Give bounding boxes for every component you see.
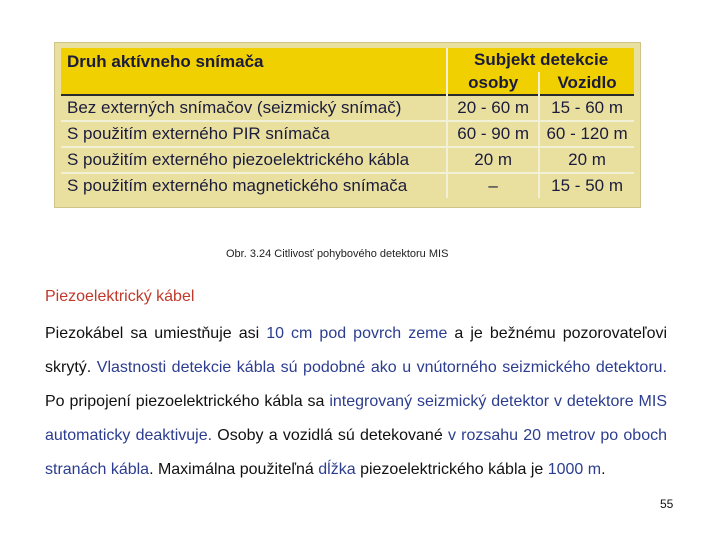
sensor-sensitivity-table-image [54,42,641,208]
table-header-persons: osoby [447,72,539,95]
row-persons: 20 - 60 m [447,95,539,121]
highlighted-text: 1000 m [547,461,602,478]
highlighted-text: Vlastnosti detekcie kábla sú podobné ako u vnútorného seizmického detektoru. [96,359,667,376]
figure-caption: Obr. 3.24 Citlivosť pohybového detektoru MIS [226,248,449,260]
page-number: 55 [660,497,674,511]
row-label: S použitím externého piezoelektrického kábla [61,147,447,173]
table-row [61,147,634,173]
row-label: Bez externých snímačov (seizmický snímač) [61,95,447,121]
table-row [61,173,634,198]
row-persons: 20 m [447,147,539,173]
row-vehicle: 20 m [539,147,634,173]
text-span: . Maximálna použiteľná [149,461,319,478]
highlighted-text: dĺžka [318,461,356,478]
highlighted-text: v rozsahu 20 metrov po oboch stranách kábla [45,427,668,478]
highlighted-text: integrovaný seizmický detektor v detektore MIS automaticky deaktivuje. [45,393,667,444]
text-span: Osoby a vozidlá sú detekované [212,427,448,444]
row-persons: – [447,173,539,198]
row-label: S použitím externého PIR snímača [61,121,447,147]
section-title: Piezoelektrický kábel [45,288,195,305]
text-span: a je bežnému pozorovateľovi skrytý. [45,325,668,376]
text-span: Piezokábel sa umiestňuje asi [45,325,267,342]
body-paragraph [45,317,667,487]
sensor-sensitivity-table [61,48,634,198]
table-row [61,95,634,121]
table-header-detection-subject: Subjekt detekcie [447,48,634,72]
row-persons: 60 - 90 m [447,121,539,147]
table-header-vehicle: Vozidlo [539,72,634,95]
table-header-sensor-type: Druh aktívneho snímača [61,48,447,95]
row-vehicle: 15 - 50 m [539,173,634,198]
row-vehicle: 15 - 60 m [539,95,634,121]
row-vehicle: 60 - 120 m [539,121,634,147]
highlighted-text: 10 cm pod povrch zeme [266,325,448,342]
text-span: Po pripojení piezoelektrického kábla sa [45,393,330,410]
text-span: . [601,461,606,478]
row-label: S použitím externého magnetického snímača [61,173,447,198]
text-span: piezoelektrického kábla je [355,461,548,478]
table-row [61,121,634,147]
